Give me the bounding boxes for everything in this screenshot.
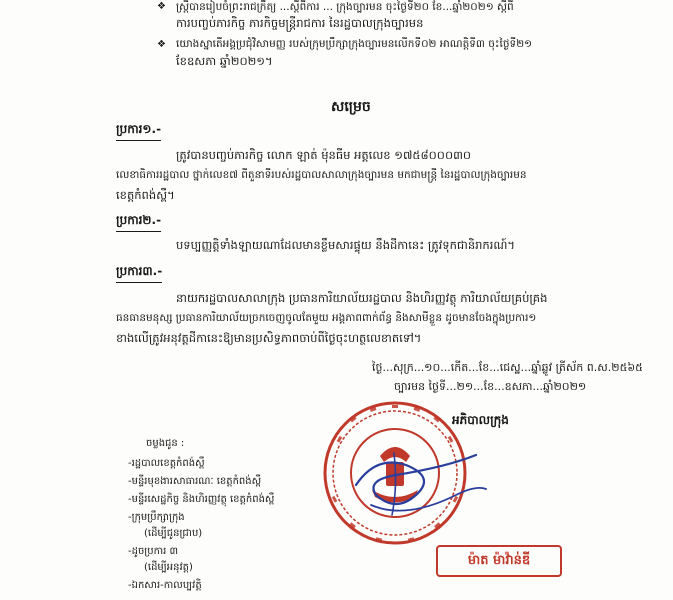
decision-heading: សម្រេច xyxy=(331,99,371,115)
article-3-line-3: ខាងលើត្រូវអនុវត្តដីកានេះឱ្យមានប្រសិទ្ធភាពចាប់ពីថ្ងៃចុះហត្ថលេខាតទៅ។ xyxy=(116,331,422,345)
recipient-item: -ឯកសារ-កាលប្បវត្តិ xyxy=(128,580,202,591)
article-1-line-2: លេខាធិការរដ្ឋបាល ថ្នាក់លេខ៧ ពីតួនាទីរបស់រដ្ឋបាលសាលាក្រុងច្បារមន មកជាមន្ត្រី នៃរដ្ឋបាលក្រុងច្បារមន xyxy=(116,169,527,181)
article-1-line-3: ខេត្តកំពង់ស្ពឺ។ xyxy=(116,188,175,202)
article-2-line-1: បទប្បញ្ញត្តិទាំងឡាយណាដែលមានខ្លឹមសារផ្ទុយ នឹងដីកានេះ ត្រូវទុកជានិរាករណ៍។ xyxy=(176,238,516,252)
preamble-line-1: ការបញ្ចប់ភារកិច្ច ភារកិច្ចមន្ត្រីរាជការ នៃរដ្ឋបាលក្រុងច្បារមន xyxy=(176,16,424,30)
recipient-note: (ដើម្បីជូនជ្រាប) xyxy=(144,528,203,539)
lunar-date: ថ្ងៃ...សុក្រ...១០...កើត...ខែ...ជេស្ឋ...ឆ្នាំឆ្លូវ ត្រីស័ក ព.ស.២៥៦៥ xyxy=(372,361,643,374)
recipient-note: (ដើម្បីអនុវត្ត) xyxy=(144,562,193,573)
article-1-label: ប្រការ១.- xyxy=(116,121,161,139)
signer-title: អភិបាលក្រុង xyxy=(452,413,509,427)
preamble-line-3: ខែឧសភា ឆ្នាំ២០២១។ xyxy=(176,54,273,68)
recipient-item: -ដូចប្រការ ៣ xyxy=(128,546,179,557)
name-stamp: ម៉ាត ម៉ាវ៉ាន់ឌី xyxy=(436,545,562,577)
bullet-mark: ❖ xyxy=(157,1,166,12)
preamble-line-0: ស្រ្តីបានរៀបចំព្រះរាជក្រឹត្យ ...ស្ដីពីការ ... ក្រុងច្បារមន ចុះថ្ងៃទី២០ ខែ...ឆ្នាំ២០២១ ស្ដីពី xyxy=(176,1,514,13)
solar-date: ច្បារមន ថ្ងៃទី...២១...ខែ...ឧសភា...ឆ្នាំ២០២១ xyxy=(394,380,587,393)
article-3-label: ប្រការ៣.- xyxy=(116,263,162,281)
article-2-label: ប្រការ២.- xyxy=(116,212,161,230)
recipients-title: ចម្លងជូន : xyxy=(146,438,185,449)
recipient-item: -មន្ទីរសេដ្ឋកិច្ច និងហិរញ្ញវត្ថុ ខេត្តកំពង់ស្ពឺ xyxy=(128,494,275,505)
bullet-mark: ❖ xyxy=(157,39,166,50)
article-3-line-1: នាយករដ្ឋបាលសាលាក្រុង ប្រធានការិយាល័យរដ្ឋបាល និងហិរញ្ញវត្ថុ ការិយាល័យគ្រប់គ្រង xyxy=(176,291,548,305)
preamble-line-2: យោងស្នាតើអង្គប្រជុំវិសាមញ្ញ របស់ក្រុមប្រឹក្សាក្រុងច្បារមនលើកទី០២ អាណត្តិទី៣ ចុះថ្ងៃទី២១ xyxy=(176,38,533,50)
signature-icon xyxy=(336,425,496,535)
article-3-line-2: ធនធានមនុស្ស ប្រធានការិយាល័យច្រកចេញចូលតែមួយ អង្គភាពពាក់ព័ន្ធ និងសាមីខ្លួន ដូចមានចែងក្នុងប្រការ១ xyxy=(116,312,537,324)
recipient-item: -ក្រុមប្រឹក្សាក្រុង xyxy=(128,512,185,523)
recipient-item: -រដ្ឋបាលខេត្តកំពង់ស្ពឺ xyxy=(128,458,205,469)
recipient-item: -មន្ទីរមុខងារសាធារណៈ ខេត្តកំពង់ស្ពឺ xyxy=(128,476,262,487)
article-1-line-1: ត្រូវបានបញ្ចប់ភារកិច្ច លោក ឡាត់ ម៉ុនធីម អត្តលេខ ១៧៥៨០០០៣០ xyxy=(176,148,472,162)
